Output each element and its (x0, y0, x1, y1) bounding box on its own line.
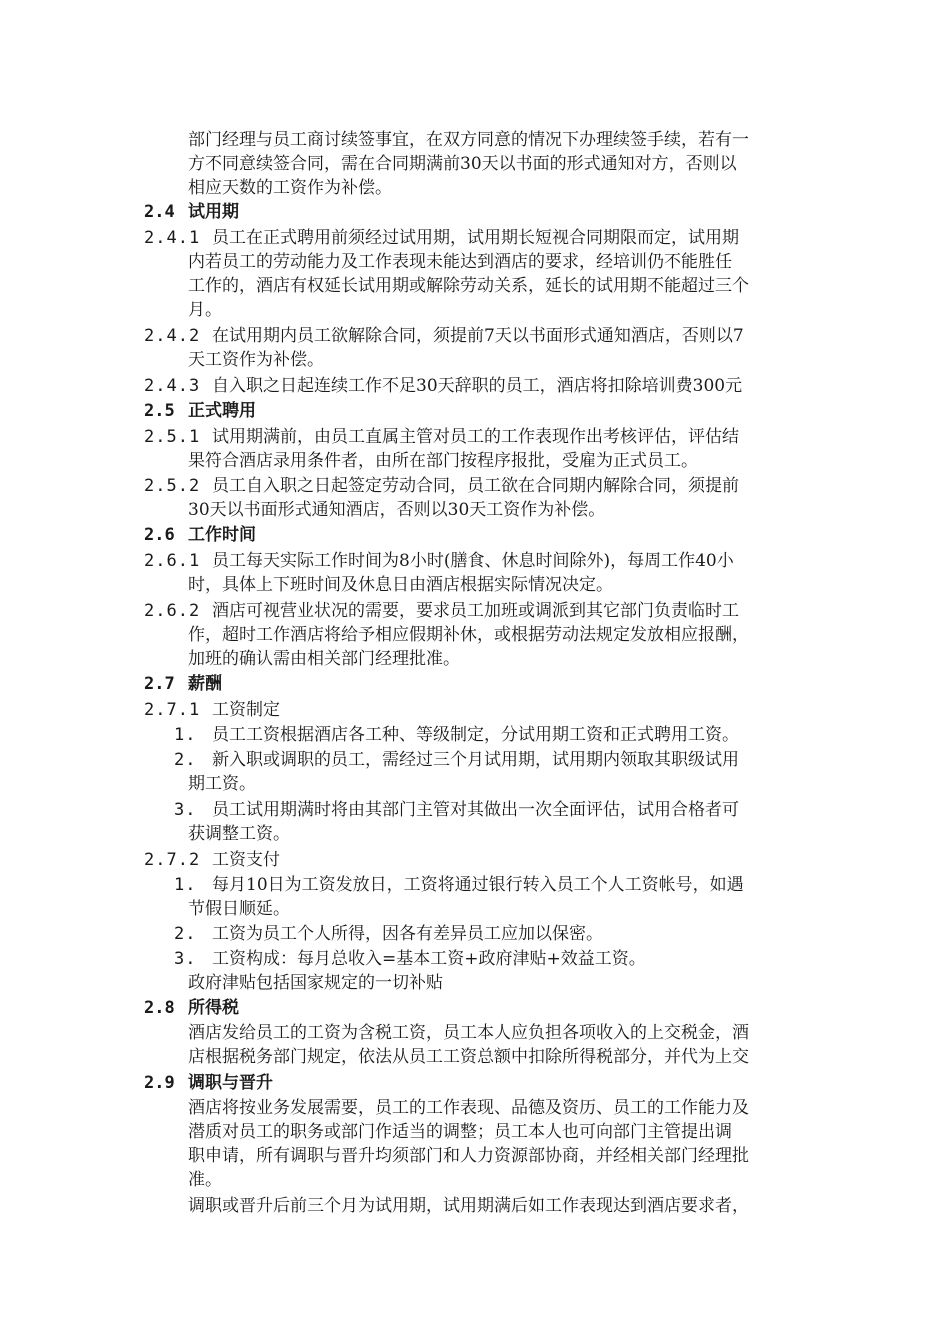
clause-line: 在试用期内员工欲解除合同，须提前7天以书面形式通知酒店，否则以7 (212, 326, 744, 346)
clause-number: 2.5.2 (144, 476, 201, 496)
clause-line: 员工在正式聘用前须经过试用期，试用期长短视合同期限而定，试用期 (212, 228, 739, 248)
clause-number: 2.7.2 (144, 850, 201, 870)
clause-title: 工资支付 (212, 850, 280, 870)
section-number: 2.6 (144, 525, 175, 545)
paragraph-line: 酒店将按业务发展需要，员工的工作表现、品德及资历、员工的工作能力及 (188, 1098, 749, 1118)
list-number: 2. (174, 924, 197, 944)
clause-number: 2.5.1 (144, 427, 201, 447)
list-item-line: 工资构成：每月总收入=基本工资+政府津贴+效益工资。 (212, 949, 646, 969)
list-number: 2. (174, 750, 197, 770)
clause-line: 30天以书面形式通知酒店，否则以30天工资作为补偿。 (188, 500, 606, 520)
list-number: 1. (174, 725, 197, 745)
paragraph-line: 店根据税务部门规定，依法从员工工资总额中扣除所得税部分，并代为上交 (188, 1047, 749, 1067)
clause-number: 2.4.2 (144, 326, 201, 346)
list-item-line: 员工试用期满时将由其部门主管对其做出一次全面评估，试用合格者可 (212, 800, 739, 820)
clause-line: 加班的确认需由相关部门经理批准。 (188, 649, 460, 669)
list-number: 3. (174, 949, 197, 969)
clause-line: 时，具体上下班时间及休息日由酒店根据实际情况决定。 (188, 575, 613, 595)
list-item-line: 每月10日为工资发放日，工资将通过银行转入员工个人工资帐号，如遇 (212, 875, 744, 895)
clause-number: 2.7.1 (144, 700, 201, 720)
list-item-line: 新入职或调职的员工，需经过三个月试用期，试用期内领取其职级试用 (212, 750, 739, 770)
clause-line: 员工自入职之日起签定劳动合同，员工欲在合同期内解除合同，须提前 (212, 476, 739, 496)
section-number: 2.8 (144, 998, 175, 1018)
paragraph-line: 潜质对员工的职务或部门作适当的调整；员工本人也可向部门主管提出调 (188, 1122, 732, 1142)
clause-line: 工作的，酒店有权延长试用期或解除劳动关系，延长的试用期不能超过三个 (188, 276, 749, 296)
clause-line: 天工资作为补偿。 (188, 350, 324, 370)
list-item-line: 获调整工资。 (188, 824, 290, 844)
clause-line: 酒店可视营业状况的需要，要求员工加班或调派到其它部门负责临时工 (212, 601, 739, 621)
clause-number: 2.4.3 (144, 376, 201, 396)
list-item-line: 节假日顺延。 (188, 899, 290, 919)
list-number: 3. (174, 800, 197, 820)
clause-number: 2.4.1 (144, 228, 201, 248)
paragraph-line: 相应天数的工资作为补偿。 (188, 178, 392, 198)
section-number: 2.9 (144, 1073, 175, 1093)
paragraph-line: 准。 (188, 1170, 222, 1190)
section-heading: 薪酬 (188, 674, 222, 694)
paragraph-line: 职申请，所有调职与晋升均须部门和人力资源部协商，并经相关部门经理批 (188, 1146, 749, 1166)
clause-line: 月。 (188, 300, 222, 320)
list-item-line: 员工工资根据酒店各工种、等级制定，分试用期工资和正式聘用工资。 (212, 725, 739, 745)
clause-line: 作，超时工作酒店将给予相应假期补休，或根据劳动法规定发放相应报酬， (188, 625, 749, 645)
clause-line: 员工每天实际工作时间为8小时(膳食、休息时间除外)，每周工作40小 (212, 551, 734, 571)
clause-line: 试用期满前，由员工直属主管对员工的工作表现作出考核评估，评估结 (212, 427, 739, 447)
section-heading: 试用期 (188, 202, 239, 222)
note-line: 政府津贴包括国家规定的一切补贴 (188, 973, 443, 993)
paragraph-line: 部门经理与员工商讨续签事宜，在双方同意的情况下办理续签手续，若有一 (188, 130, 749, 150)
clause-title: 工资制定 (212, 700, 280, 720)
paragraph-line: 酒店发给员工的工资为含税工资，员工本人应负担各项收入的上交税金，酒 (188, 1023, 749, 1043)
section-heading: 所得税 (188, 998, 239, 1018)
paragraph-line: 调职或晋升后前三个月为试用期，试用期满后如工作表现达到酒店要求者， (188, 1196, 749, 1216)
section-heading: 正式聘用 (188, 401, 256, 421)
list-item-line: 期工资。 (188, 774, 256, 794)
section-number: 2.5 (144, 401, 175, 421)
clause-number: 2.6.1 (144, 551, 201, 571)
list-item-line: 工资为员工个人所得，因各有差异员工应加以保密。 (212, 924, 603, 944)
section-heading: 调职与晋升 (188, 1073, 273, 1093)
paragraph-line: 方不同意续签合同，需在合同期满前30天以书面的形式通知对方，否则以 (188, 154, 737, 174)
section-number: 2.7 (144, 674, 175, 694)
list-number: 1. (174, 875, 197, 895)
clause-line: 自入职之日起连续工作不足30天辞职的员工，酒店将扣除培训费300元 (212, 376, 743, 396)
section-heading: 工作时间 (188, 525, 256, 545)
clause-line: 内若员工的劳动能力及工作表现未能达到酒店的要求，经培训仍不能胜任 (188, 252, 732, 272)
section-number: 2.4 (144, 202, 175, 222)
clause-number: 2.6.2 (144, 601, 201, 621)
clause-line: 果符合酒店录用条件者，由所在部门按程序报批，受雇为正式员工。 (188, 451, 698, 471)
